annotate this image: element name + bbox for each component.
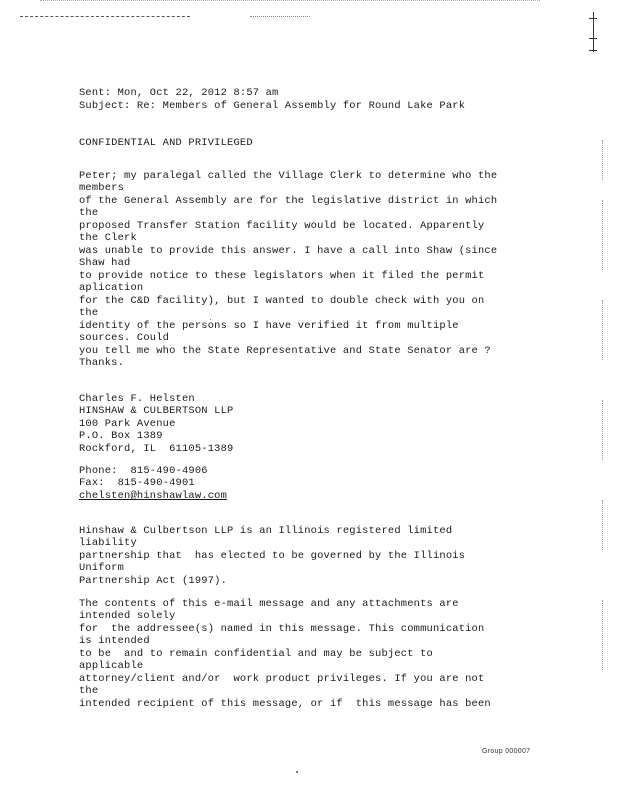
email-sent-line: Sent: Mon, Oct 22, 2012 8:57 am bbox=[79, 87, 279, 99]
notice-line: attorney/client and/or work product privileges. If you are not bbox=[79, 673, 485, 685]
signature-address: P.O. Box 1389 bbox=[79, 430, 163, 442]
disclaimer-line: Partnership Act (1997). bbox=[79, 575, 228, 587]
margin-artifact bbox=[602, 140, 605, 180]
body-line: you tell me who the State Representative and State Senator are ? bbox=[79, 345, 491, 357]
disclaimer-line: partnership that has elected to be governed by the Illinois bbox=[79, 550, 466, 562]
body-line: was unable to provide this answer. I have a call into Shaw (since bbox=[79, 245, 498, 257]
notice-line: to be and to remain confidential and may be subject to bbox=[79, 648, 433, 660]
margin-artifact bbox=[602, 200, 605, 270]
scan-artifact-dotted-line bbox=[250, 16, 310, 18]
body-line: sources. Could bbox=[79, 332, 170, 344]
scan-artifact-top-edge bbox=[40, 0, 540, 2]
body-line: identity of the persons so I have verified it from multiple bbox=[79, 320, 459, 332]
body-line: the bbox=[79, 207, 99, 219]
body-line: Shaw had bbox=[79, 257, 131, 269]
body-line: members bbox=[79, 182, 125, 194]
notice-line: applicable bbox=[79, 660, 144, 672]
body-line: Thanks. bbox=[79, 357, 125, 369]
confidential-heading: CONFIDENTIAL AND PRIVILEGED bbox=[79, 137, 253, 149]
notice-line: is intended bbox=[79, 635, 150, 647]
signature-firm: HINSHAW & CULBERTSON LLP bbox=[79, 405, 234, 417]
signature-name: Charles F. Helsten bbox=[79, 393, 195, 405]
signature-email-link[interactable]: chelsten@hinshawlaw.com bbox=[79, 490, 228, 502]
body-line: of the General Assembly are for the legislative district in which bbox=[79, 195, 498, 207]
notice-line: for the addressee(s) named in this message. This communication bbox=[79, 623, 485, 635]
disclaimer-line: liability bbox=[79, 537, 137, 549]
signature-phone: Phone: 815-490-4906 bbox=[79, 465, 208, 477]
bates-number: Group 000007 bbox=[482, 748, 531, 755]
notice-line: the bbox=[79, 685, 99, 697]
notice-line: intended recipient of this message, or if this message has been bbox=[79, 698, 491, 710]
body-line: the Clerk bbox=[79, 232, 137, 244]
body-line: proposed Transfer Station facility would be located. Apparently bbox=[79, 220, 485, 232]
margin-artifact bbox=[602, 600, 605, 670]
disclaimer-line: Uniform bbox=[79, 562, 125, 574]
email-subject-line: Subject: Re: Members of General Assembly for Round Lake Park bbox=[79, 100, 466, 112]
body-line: aplication bbox=[79, 282, 144, 294]
scan-speck bbox=[210, 319, 211, 320]
margin-artifact bbox=[602, 400, 605, 460]
margin-artifact bbox=[602, 300, 605, 360]
notice-line: intended solely bbox=[79, 610, 176, 622]
signature-address: Rockford, IL 61105-1389 bbox=[79, 443, 234, 455]
signature-fax: Fax: 815-490-4901 bbox=[79, 477, 195, 489]
scan-artifact-dashed-line bbox=[20, 16, 190, 18]
notice-line: The contents of this e-mail message and any attachments are bbox=[79, 598, 459, 610]
scan-edge-mark bbox=[589, 12, 599, 52]
body-line: Peter; my paralegal called the Village Clerk to determine who the bbox=[79, 170, 498, 182]
margin-artifact bbox=[602, 500, 605, 550]
scan-speck bbox=[296, 771, 298, 773]
disclaimer-line: Hinshaw & Culbertson LLP is an Illinois registered limited bbox=[79, 525, 453, 537]
body-line: for the C&D facility), but I wanted to double check with you on bbox=[79, 295, 485, 307]
body-line: the bbox=[79, 307, 99, 319]
body-line: to provide notice to these legislators when it filed the permit bbox=[79, 270, 485, 282]
signature-address: 100 Park Avenue bbox=[79, 418, 176, 430]
